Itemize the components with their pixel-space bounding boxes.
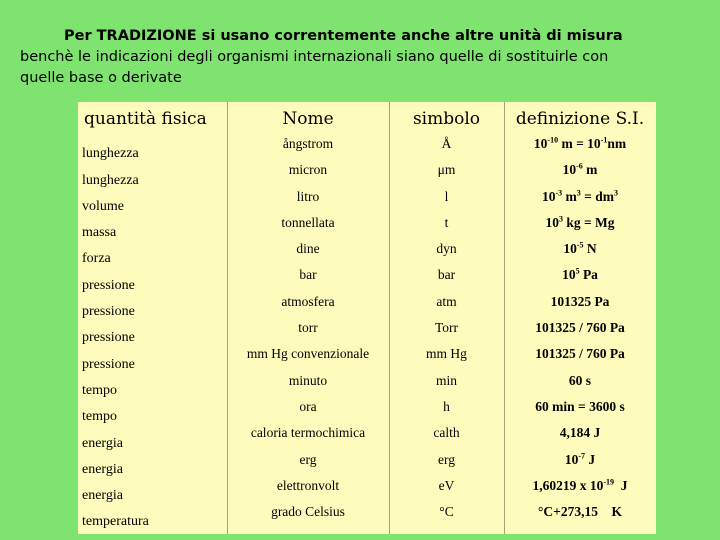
cell-si-definition (504, 189, 656, 215)
cell-symbol: °C (439, 504, 454, 520)
definition-part: J (614, 477, 628, 493)
definition-exponent: 3 (614, 188, 618, 198)
definition-part: 10 (562, 267, 576, 283)
table-row (78, 399, 656, 425)
table-row (78, 136, 656, 162)
cell-symbol: mm Hg (426, 346, 467, 362)
table-row (78, 189, 656, 215)
cell-quantity: pressione (82, 304, 135, 320)
cell-quantity: massa (82, 225, 117, 241)
definition-part: J (585, 451, 596, 467)
table-row (78, 241, 656, 267)
cell-name: atmosfera (281, 293, 335, 309)
definition-exponent: -19 (603, 477, 615, 487)
cell-symbol: h (443, 398, 450, 414)
definition-part: 10 (533, 136, 548, 151)
cell-quantity: temperatura (82, 514, 149, 530)
cell-si-definition (504, 478, 656, 504)
table-row (78, 478, 656, 504)
definition-part: 10 (563, 241, 577, 257)
table-row (78, 504, 656, 530)
table-row (78, 373, 656, 399)
definition-part: 101325 / 760 Pa (535, 346, 625, 362)
definition-part: Pa (579, 267, 598, 283)
cell-quantity: pressione (82, 330, 135, 346)
cell-name: torr (298, 320, 318, 336)
cell-quantity: volume (82, 198, 124, 214)
cell-quantity: tempo (82, 382, 117, 398)
definition-part: m (582, 162, 598, 178)
intro-line-3: quelle base o derivate (20, 70, 182, 86)
header-quantity: quantità fisica (84, 109, 207, 129)
definition-part: 60 min = 3600 s (535, 398, 625, 414)
cell-si-definition (504, 320, 656, 346)
cell-quantity: forza (82, 251, 111, 267)
definition-part: 101325 Pa (550, 293, 610, 309)
cell-name: dine (296, 241, 320, 257)
cell-name: tonnellata (281, 214, 335, 230)
cell-si-definition (504, 162, 656, 188)
cell-name: micron (288, 162, 328, 178)
units-table-panel (78, 102, 656, 534)
cell-name: erg (299, 451, 317, 467)
cell-quantity: energia (82, 488, 123, 504)
table-body (78, 136, 656, 530)
cell-si-definition (504, 346, 656, 372)
definition-part: 60 s (568, 372, 592, 388)
intro-text (20, 26, 710, 89)
cell-name: litro (296, 188, 320, 204)
cell-symbol: bar (437, 267, 456, 283)
cell-si-definition (504, 136, 656, 162)
table-header-row (78, 102, 656, 136)
table-row (78, 346, 656, 372)
definition-part: 10 (564, 451, 579, 467)
cell-name: mm Hg convenzionale (246, 346, 370, 362)
header-si-definition: definizione S.I. (515, 109, 645, 129)
cell-symbol: t (444, 214, 449, 230)
units-table (78, 102, 656, 530)
cell-name: elettronvolt (276, 477, 340, 493)
definition-part: 4,184 J (559, 425, 601, 441)
cell-name: ora (299, 398, 317, 414)
table-row (78, 215, 656, 241)
definition-exponent: -7 (578, 451, 586, 461)
cell-name: minuto (288, 372, 328, 388)
definition-part: nm (607, 136, 627, 151)
definition-exponent: -1 (600, 135, 608, 145)
table-row (78, 294, 656, 320)
cell-quantity: pressione (82, 277, 135, 293)
cell-symbol: calth (433, 425, 460, 441)
cell-symbol: atm (436, 293, 457, 309)
cell-symbol: eV (438, 477, 455, 493)
cell-symbol: dyn (436, 241, 457, 257)
table-row (78, 320, 656, 346)
cell-si-definition (504, 452, 656, 478)
definition-part: 10 (542, 188, 556, 204)
table-row (78, 425, 656, 451)
cell-si-definition (504, 425, 656, 451)
definition-part: = dm (580, 188, 614, 204)
definition-exponent: 3 (558, 214, 563, 224)
cell-si-definition (504, 267, 656, 293)
cell-quantity: lunghezza (82, 172, 139, 188)
table-row (78, 452, 656, 478)
cell-si-definition (504, 241, 656, 267)
cell-symbol: min (435, 372, 457, 388)
definition-part: 1,60219 x 10 (532, 477, 604, 493)
definition-exponent: -5 (576, 240, 584, 250)
intro-line-2: benchè le indicazioni degli organismi internazionali siano quelle di sostituirle con (20, 49, 609, 65)
cell-quantity: tempo (82, 409, 117, 425)
header-symbol: simbolo (412, 109, 481, 129)
cell-si-definition (504, 504, 656, 530)
cell-quantity: lunghezza (82, 146, 139, 162)
definition-part: 101325 / 760 Pa (535, 320, 625, 336)
cell-name: grado Celsius (271, 504, 345, 520)
definition-exponent: 3 (576, 188, 581, 198)
cell-name: bar (299, 267, 317, 283)
cell-symbol: l (444, 188, 449, 204)
cell-si-definition (504, 399, 656, 425)
cell-name: caloria termochimica (250, 425, 366, 441)
intro-line-1: Per TRADIZIONE si usano correntemente anche altre unità di misura (64, 28, 623, 44)
table-row (78, 267, 656, 293)
cell-quantity: pressione (82, 356, 135, 372)
definition-part: °C+273,15 K (538, 504, 622, 520)
cell-symbol: μm (437, 162, 456, 178)
cell-name: ångstrom (282, 136, 334, 151)
definition-exponent: -10 (547, 135, 559, 145)
definition-part: kg = Mg (562, 214, 615, 230)
cell-quantity: energia (82, 435, 123, 451)
definition-part: m = 10 (558, 136, 601, 151)
definition-exponent: -3 (555, 188, 563, 198)
cell-si-definition (504, 215, 656, 241)
cell-symbol: Å (441, 136, 452, 151)
definition-exponent: 5 (575, 266, 580, 276)
header-name: Nome (282, 109, 334, 129)
cell-symbol: erg (438, 451, 455, 467)
definition-exponent: -6 (576, 161, 583, 171)
definition-part: N (583, 241, 597, 257)
cell-symbol: Torr (434, 320, 459, 336)
definition-part: 10 (545, 214, 559, 230)
cell-si-definition (504, 373, 656, 399)
cell-si-definition (504, 294, 656, 320)
cell-quantity: energia (82, 461, 123, 477)
definition-part: m (562, 188, 577, 204)
definition-part: 10 (562, 162, 577, 178)
table-row (78, 162, 656, 188)
